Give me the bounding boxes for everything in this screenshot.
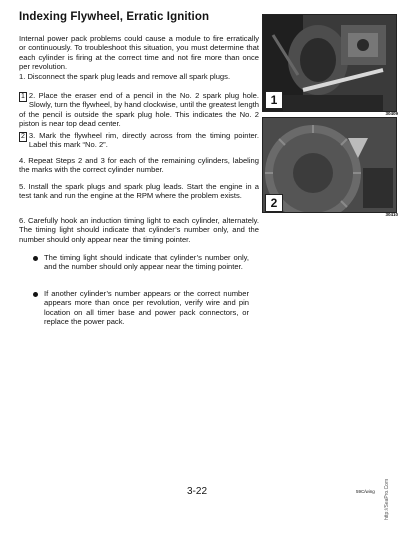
side-url: http://SeaPro.Com [384,478,390,520]
figure-1-code: 30409 [385,111,398,116]
step-3 [19,131,259,150]
step-text: 1. Disconnect the spark plug leads and remove all spark plugs. [19,72,231,81]
bullet-item-2: If another cylinder’s number appears or the correct number appears more than once per revolution, verify wire and pin location on all timer base and power pack connectors, or replace the power pack. [44,289,249,326]
figure-2-photo [262,117,397,213]
figure-label: 1 [265,91,283,109]
step-text: 6. Carefully hook an induction timing light to each cylinder, alternately. The timing light should indicate that cylinder’s number only, and the number should only appear near the timing pointer. [19,216,259,244]
step-2 [19,91,259,128]
bullet-item-1: The timing light should indicate that cylinder’s number only, and the number should only appear near the timing pointer. [44,253,249,272]
figure-ref-box: 2 [21,133,25,140]
figure-label: 2 [265,194,283,212]
intro-paragraph: Internal power pack problems could cause a module to fire erratically or continuously. To troubleshoot this situation, you must determine that each cylinder is firing at the correct time and not fire more than once per revolution. [19,34,259,71]
step-text: 3. Mark the flywheel rim, directly across from the timing pointer. Label this mark “No. 2”. [28,131,259,150]
footer-code: 59C/wing [356,489,375,494]
step-6 [19,216,259,244]
step-1 [19,72,259,81]
figure-1-photo [262,14,397,112]
step-text: 2. Place the eraser end of a pencil in the No. 2 spark plug hole. Slowly, turn the flywheel, by hand clockwise, until the greatest length of the pencil is outside the spark plug hole. This indicates the No. 2 piston is near top dead center. [19,91,259,128]
bullet-dot [33,256,38,261]
step-text: 5. Install the spark plugs and spark plug leads. Start the engine in a test tank and run the engine at the RPM where the problem exists. [19,182,259,201]
figure-2-code: 30410 [385,212,398,217]
page-number: 3-22 [187,486,208,497]
step-4 [19,156,259,175]
step-5 [19,182,259,201]
bullet-dot [33,292,38,297]
step-text: 4. Repeat Steps 2 and 3 for each of the remaining cylinders, labeling the marks with the correct cylinder number. [19,156,259,175]
figure-ref-box: 1 [21,93,25,100]
page-title: Indexing Flywheel, Erratic Ignition [19,11,210,23]
